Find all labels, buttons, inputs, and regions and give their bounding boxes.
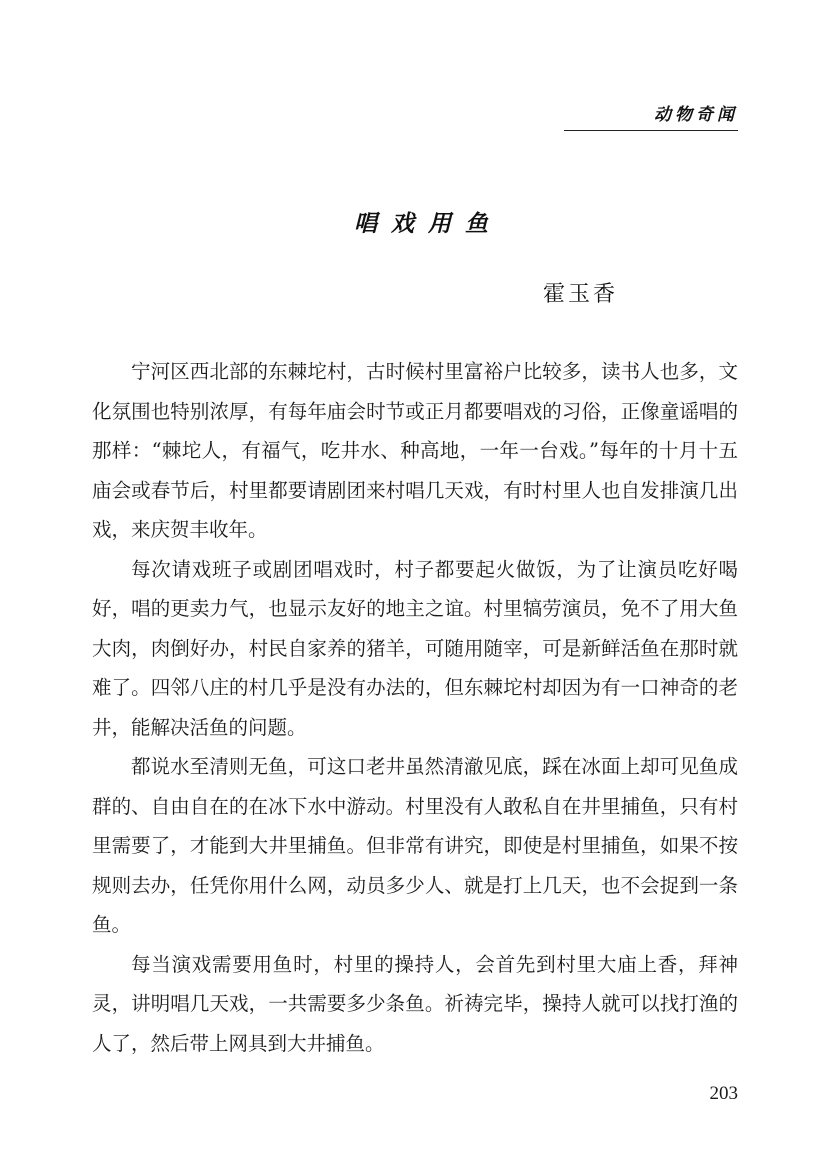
paragraph: 每当演戏需要用鱼时，村里的操持人，会首先到村里大庙上香，拜神灵，讲明唱几天戏，一共需要多少条鱼。祈祷完毕，操持人就可以找打渔的人了，然后带上网具到大井捕鱼。 — [92, 952, 738, 1055]
article-title: 唱戏用鱼 — [354, 211, 502, 237]
article-author: 霍玉香 — [543, 282, 619, 307]
paragraph: 都说水至清则无鱼，可这口老井虽然清澈见底，踩在冰面上却可见鱼成群的、自由自在的在冰下水中游动。村里没有人敢私自在井里捕鱼，只有村里需要了，才能到大井里捕鱼。但非常有讲究，即使是村里捕鱼，如果不按规则去办，任凭你用什么网，动员多少人、就是打上几天，也不会捉到一条鱼。 — [92, 755, 738, 936]
running-header — [564, 100, 738, 131]
section-label: 动物奇闻 — [654, 105, 738, 125]
article-body — [92, 352, 738, 1063]
page-number: 203 — [709, 1083, 738, 1104]
header-rule — [564, 130, 738, 131]
paragraph: 宁河区西北部的东棘坨村，古时候村里富裕户比较多，读书人也多，文化氛围也特别浓厚，有每年庙会时节或正月都要唱戏的习俗，正像童谣唱的那样：“棘坨人，有福气，吃井水、种高地，一年一台戏。”每年的十月十五庙会或春节后，村里都要请剧团来村唱几天戏，有时村里人也自发排演几出戏，来庆贺丰收年。 — [92, 360, 738, 541]
paragraph: 每次请戏班子或剧团唱戏时，村子都要起火做饭，为了让演员吃好喝好，唱的更卖力气，也显示友好的地主之谊。村里犒劳演员，免不了用大鱼大肉，肉倒好办，村民自家养的猪羊，可随用随宰，可是新鲜活鱼在那时就难了。四邻八庄的村几乎是没有办法的，但东棘坨村却因为有一口神奇的老井，能解决活鱼的问题。 — [92, 557, 738, 739]
